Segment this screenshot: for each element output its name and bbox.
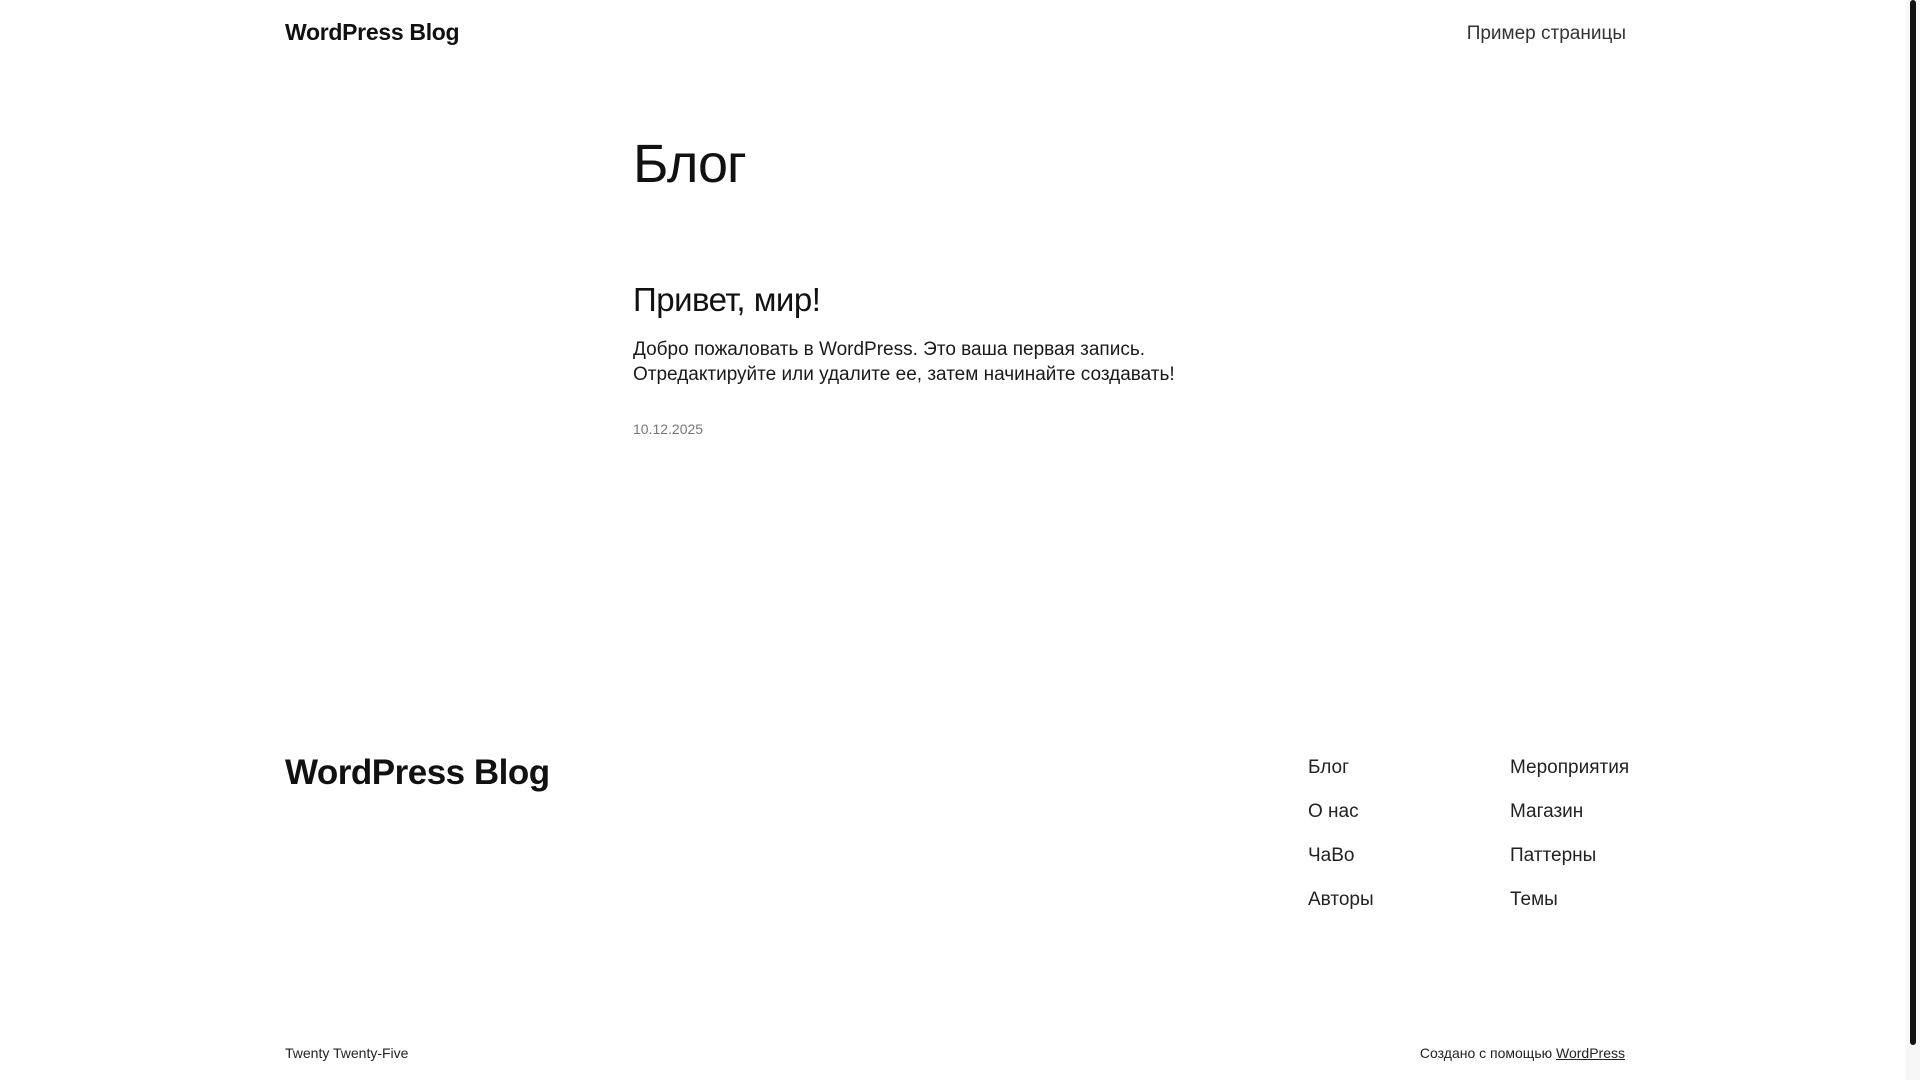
post-excerpt: Добро пожаловать в WordPress. Это ваша первая запись. Отредактируйте или удалите ее, затем начинайте создавать!: [633, 339, 1175, 386]
page-title: Блог: [633, 134, 746, 194]
header-site-title-link[interactable]: WordPress Blog: [285, 19, 460, 45]
header-nav-sample-page-link[interactable]: Пример страницы: [1466, 23, 1626, 44]
footer-link-shop[interactable]: Магазин: [1510, 801, 1584, 822]
footer-link-patterns[interactable]: Паттерны: [1510, 845, 1597, 866]
scrollbar-thumb[interactable]: [1910, 0, 1916, 1045]
footer-credit: [1420, 1045, 1625, 1061]
footer-link-about[interactable]: О нас: [1308, 801, 1359, 822]
footer-nav-column-2: [1510, 757, 1629, 933]
footer-link-authors[interactable]: Авторы: [1308, 889, 1374, 910]
footer-credit-wordpress-link[interactable]: WordPress: [1556, 1045, 1625, 1061]
footer-link-blog[interactable]: Блог: [1308, 757, 1350, 778]
footer-site-title-link[interactable]: WordPress Blog: [285, 753, 550, 792]
post-title: [633, 280, 820, 320]
footer-nav-column-1: [1308, 757, 1374, 933]
footer-link-events[interactable]: Мероприятия: [1510, 757, 1630, 778]
footer-credit-text: Создано с помощью: [1419, 1045, 1557, 1061]
post-title-link[interactable]: Привет, мир!: [633, 281, 821, 318]
vertical-scrollbar[interactable]: [1906, 0, 1920, 1080]
footer-link-faq[interactable]: ЧаВо: [1308, 845, 1355, 866]
footer-link-themes[interactable]: Темы: [1510, 889, 1558, 910]
post-date: 10.12.2025: [633, 421, 704, 437]
footer-theme-name: Twenty Twenty-Five: [285, 1045, 409, 1061]
